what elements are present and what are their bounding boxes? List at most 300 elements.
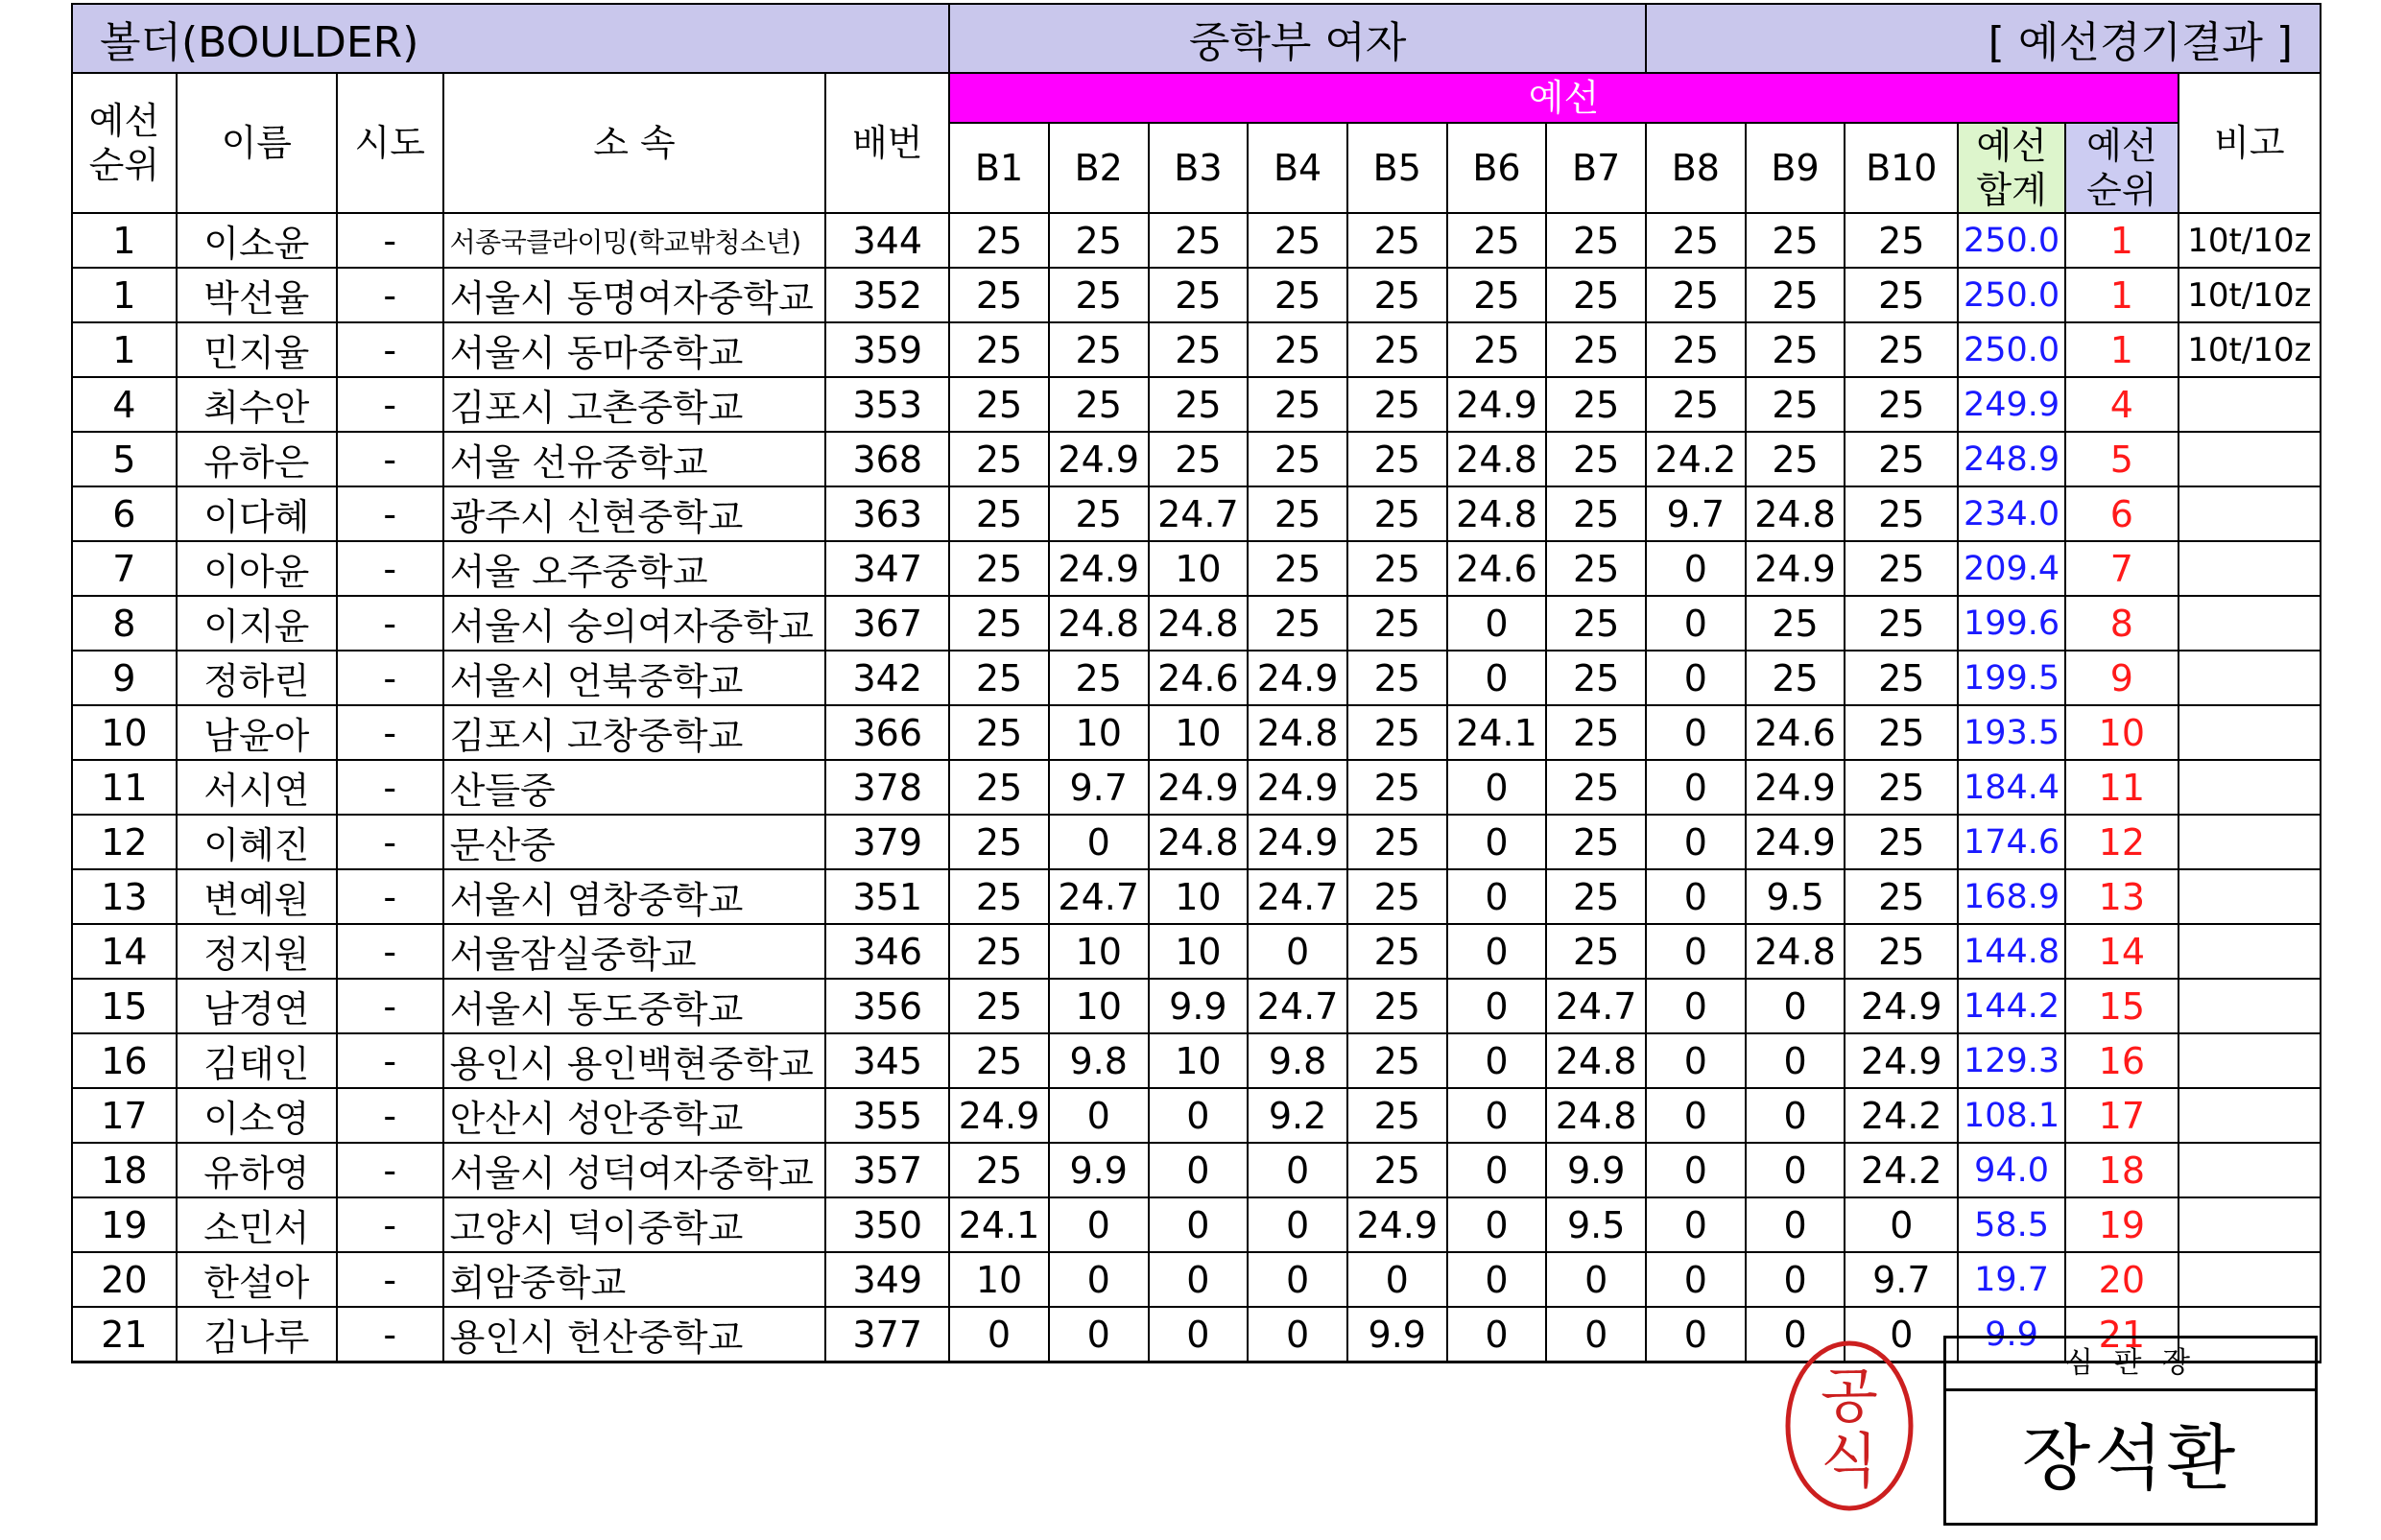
region-cell: - <box>337 432 443 486</box>
rank-header <box>72 73 177 213</box>
score-cell-b6: 0 <box>1447 1033 1547 1088</box>
name-cell: 한설아 <box>177 1252 337 1307</box>
score-cell-b9: 0 <box>1746 1143 1845 1197</box>
score-cell-b5: 25 <box>1347 377 1447 432</box>
score-cell-b7: 25 <box>1546 924 1646 979</box>
note-cell <box>2179 1197 2321 1252</box>
score-cell-b8: 0 <box>1646 651 1746 705</box>
score-cell-b7: 25 <box>1546 322 1646 377</box>
affiliation-cell: 서울시 동마중학교 <box>443 322 826 377</box>
score-cell-b7: 24.8 <box>1546 1033 1646 1088</box>
name-cell: 최수안 <box>177 377 337 432</box>
score-cell-b3: 0 <box>1149 1088 1249 1143</box>
qual-rank-cell: 8 <box>2065 596 2179 651</box>
score-cell-b6: 24.8 <box>1447 486 1547 541</box>
score-cell-b7: 24.8 <box>1546 1088 1646 1143</box>
table-row <box>72 815 2321 869</box>
seal-char-2: 식 <box>1821 1426 1878 1496</box>
score-cell-b2: 25 <box>1049 486 1149 541</box>
rank-cell: 8 <box>72 596 177 651</box>
score-cell-b9: 0 <box>1746 1033 1845 1088</box>
bib-cell: 347 <box>825 541 949 596</box>
score-cell-b2: 24.9 <box>1049 432 1149 486</box>
score-cell-b1: 25 <box>949 869 1049 924</box>
score-cell-b7: 9.9 <box>1546 1143 1646 1197</box>
region-header: 시도 <box>337 73 443 213</box>
rank-cell: 19 <box>72 1197 177 1252</box>
score-cell-b4: 24.7 <box>1248 979 1347 1033</box>
score-cell-b4: 9.2 <box>1248 1088 1347 1143</box>
rank-cell: 1 <box>72 268 177 322</box>
affiliation-cell: 용인시 용인백현중학교 <box>443 1033 826 1088</box>
note-cell <box>2179 432 2321 486</box>
score-cell-b2: 0 <box>1049 1197 1149 1252</box>
score-cell-b3: 10 <box>1149 541 1249 596</box>
name-cell: 정지원 <box>177 924 337 979</box>
score-cell-b2: 24.8 <box>1049 596 1149 651</box>
boulder-header-b9: B9 <box>1746 123 1845 213</box>
score-cell-b1: 25 <box>949 541 1049 596</box>
score-cell-b6: 0 <box>1447 760 1547 815</box>
rank-cell: 1 <box>72 322 177 377</box>
score-cell-b2: 0 <box>1049 1088 1149 1143</box>
score-cell-b10: 25 <box>1845 815 1958 869</box>
score-cell-b9: 24.8 <box>1746 924 1845 979</box>
score-cell-b9: 0 <box>1746 1307 1845 1362</box>
score-cell-b4: 25 <box>1248 377 1347 432</box>
score-cell-b6: 0 <box>1447 815 1547 869</box>
score-cell-b5: 25 <box>1347 541 1447 596</box>
bib-cell: 359 <box>825 322 949 377</box>
bib-cell: 345 <box>825 1033 949 1088</box>
bib-cell: 344 <box>825 213 949 268</box>
score-cell-b7: 0 <box>1546 1307 1646 1362</box>
score-cell-b1: 0 <box>949 1307 1049 1362</box>
affiliation-cell: 서울시 성덕여자중학교 <box>443 1143 826 1197</box>
score-cell-b1: 25 <box>949 1143 1049 1197</box>
score-cell-b10: 25 <box>1845 651 1958 705</box>
score-cell-b1: 25 <box>949 651 1049 705</box>
score-cell-b3: 10 <box>1149 869 1249 924</box>
bib-cell: 366 <box>825 705 949 760</box>
score-cell-b6: 0 <box>1447 1143 1547 1197</box>
score-cell-b1: 24.1 <box>949 1197 1049 1252</box>
qual-rank-cell: 15 <box>2065 979 2179 1033</box>
score-cell-b4: 9.8 <box>1248 1033 1347 1088</box>
score-cell-b3: 24.7 <box>1149 486 1249 541</box>
score-cell-b6: 24.1 <box>1447 705 1547 760</box>
qual-rank-cell: 9 <box>2065 651 2179 705</box>
table-row <box>72 596 2321 651</box>
region-cell: - <box>337 979 443 1033</box>
score-cell-b6: 0 <box>1447 869 1547 924</box>
table-row <box>72 651 2321 705</box>
score-cell-b5: 25 <box>1347 1033 1447 1088</box>
rank-cell: 18 <box>72 1143 177 1197</box>
score-cell-b8: 0 <box>1646 869 1746 924</box>
score-cell-b8: 0 <box>1646 1088 1746 1143</box>
results-sheet <box>71 3 2321 1363</box>
bib-cell: 368 <box>825 432 949 486</box>
score-cell-b4: 24.8 <box>1248 705 1347 760</box>
qual-rank-cell: 1 <box>2065 268 2179 322</box>
score-cell-b1: 25 <box>949 1033 1049 1088</box>
score-cell-b3: 0 <box>1149 1143 1249 1197</box>
score-cell-b10: 0 <box>1845 1307 1958 1362</box>
affiliation-cell: 산들중 <box>443 760 826 815</box>
table-row <box>72 268 2321 322</box>
rank-cell: 4 <box>72 377 177 432</box>
region-cell: - <box>337 1143 443 1197</box>
name-cell: 남윤아 <box>177 705 337 760</box>
score-cell-b4: 0 <box>1248 924 1347 979</box>
name-cell: 변예원 <box>177 869 337 924</box>
qual-rank-header <box>2065 123 2179 213</box>
total-cell: 199.5 <box>1958 651 2065 705</box>
bib-cell: 363 <box>825 486 949 541</box>
table-row <box>72 924 2321 979</box>
rank-cell: 1 <box>72 213 177 268</box>
score-cell-b10: 24.9 <box>1845 1033 1958 1088</box>
score-cell-b9: 25 <box>1746 268 1845 322</box>
score-cell-b5: 0 <box>1347 1252 1447 1307</box>
name-cell: 이아윤 <box>177 541 337 596</box>
score-cell-b9: 24.9 <box>1746 541 1845 596</box>
boulder-header-b4: B4 <box>1248 123 1347 213</box>
score-cell-b9: 0 <box>1746 1252 1845 1307</box>
note-header: 비고 <box>2179 73 2321 213</box>
chief-judge-box <box>1943 1336 2318 1526</box>
region-cell: - <box>337 705 443 760</box>
region-cell: - <box>337 1307 443 1362</box>
region-cell: - <box>337 596 443 651</box>
score-cell-b1: 25 <box>949 377 1049 432</box>
bib-cell: 367 <box>825 596 949 651</box>
score-cell-b8: 0 <box>1646 596 1746 651</box>
score-cell-b2: 0 <box>1049 1307 1149 1362</box>
qual-rank-cell: 19 <box>2065 1197 2179 1252</box>
region-cell: - <box>337 377 443 432</box>
score-cell-b8: 0 <box>1646 1252 1746 1307</box>
total-cell: 144.8 <box>1958 924 2065 979</box>
score-cell-b6: 25 <box>1447 322 1547 377</box>
score-cell-b10: 25 <box>1845 760 1958 815</box>
qual-rank-cell: 21 <box>2065 1307 2179 1362</box>
score-cell-b7: 25 <box>1546 596 1646 651</box>
result-type-title: [ 예선경기결과 ] <box>1646 4 2321 73</box>
note-cell: 10t/10z <box>2179 322 2321 377</box>
region-cell: - <box>337 651 443 705</box>
bib-cell: 355 <box>825 1088 949 1143</box>
affiliation-cell: 용인시 헌산중학교 <box>443 1307 826 1362</box>
note-cell <box>2179 979 2321 1033</box>
score-cell-b10: 25 <box>1845 268 1958 322</box>
total-cell: 108.1 <box>1958 1088 2065 1143</box>
score-cell-b1: 25 <box>949 322 1049 377</box>
score-cell-b2: 25 <box>1049 377 1149 432</box>
total-cell: 250.0 <box>1958 213 2065 268</box>
boulder-header-b2: B2 <box>1049 123 1149 213</box>
name-cell: 이다혜 <box>177 486 337 541</box>
qual-rank-cell: 18 <box>2065 1143 2179 1197</box>
seal-char-1: 공 <box>1821 1361 1878 1431</box>
region-cell: - <box>337 1252 443 1307</box>
score-cell-b7: 25 <box>1546 486 1646 541</box>
score-cell-b7: 25 <box>1546 213 1646 268</box>
score-cell-b8: 0 <box>1646 760 1746 815</box>
table-row <box>72 979 2321 1033</box>
score-cell-b10: 25 <box>1845 705 1958 760</box>
total-cell: 174.6 <box>1958 815 2065 869</box>
boulder-header-b10: B10 <box>1845 123 1958 213</box>
division-title: 중학부 여자 <box>949 4 1646 73</box>
name-cell: 서시연 <box>177 760 337 815</box>
region-cell: - <box>337 1033 443 1088</box>
score-cell-b6: 24.9 <box>1447 377 1547 432</box>
score-cell-b2: 0 <box>1049 1252 1149 1307</box>
score-cell-b5: 25 <box>1347 815 1447 869</box>
name-cell: 김나루 <box>177 1307 337 1362</box>
score-cell-b10: 24.9 <box>1845 979 1958 1033</box>
affiliation-cell: 서울시 동도중학교 <box>443 979 826 1033</box>
score-cell-b8: 25 <box>1646 213 1746 268</box>
table-row <box>72 1088 2321 1143</box>
score-cell-b1: 25 <box>949 432 1049 486</box>
score-cell-b1: 25 <box>949 213 1049 268</box>
score-cell-b6: 25 <box>1447 268 1547 322</box>
score-cell-b5: 25 <box>1347 486 1447 541</box>
table-row <box>72 432 2321 486</box>
note-cell <box>2179 377 2321 432</box>
results-table <box>71 3 2321 1363</box>
note-cell <box>2179 869 2321 924</box>
score-cell-b4: 24.9 <box>1248 815 1347 869</box>
score-cell-b2: 25 <box>1049 268 1149 322</box>
total-header-label: 예선 합계 <box>1976 125 2047 211</box>
qual-rank-cell: 6 <box>2065 486 2179 541</box>
score-cell-b5: 25 <box>1347 322 1447 377</box>
score-cell-b2: 25 <box>1049 322 1149 377</box>
bib-cell: 356 <box>825 979 949 1033</box>
total-cell: 94.0 <box>1958 1143 2065 1197</box>
region-cell: - <box>337 815 443 869</box>
score-cell-b6: 0 <box>1447 651 1547 705</box>
score-cell-b4: 0 <box>1248 1143 1347 1197</box>
score-cell-b5: 25 <box>1347 268 1447 322</box>
affiliation-cell: 서울 오주중학교 <box>443 541 826 596</box>
table-row <box>72 322 2321 377</box>
total-cell: 199.6 <box>1958 596 2065 651</box>
boulder-header-b6: B6 <box>1447 123 1547 213</box>
score-cell-b5: 24.9 <box>1347 1197 1447 1252</box>
affiliation-cell: 서울 선유중학교 <box>443 432 826 486</box>
score-cell-b8: 0 <box>1646 1307 1746 1362</box>
score-cell-b2: 10 <box>1049 705 1149 760</box>
qual-rank-cell: 7 <box>2065 541 2179 596</box>
affiliation-cell: 서종국클라이밍(학교밖청소년) <box>443 213 826 268</box>
score-cell-b7: 25 <box>1546 869 1646 924</box>
affiliation-cell: 서울시 숭의여자중학교 <box>443 596 826 651</box>
score-cell-b8: 0 <box>1646 979 1746 1033</box>
name-cell: 민지율 <box>177 322 337 377</box>
total-cell: 250.0 <box>1958 268 2065 322</box>
region-cell: - <box>337 268 443 322</box>
table-row <box>72 486 2321 541</box>
score-cell-b3: 24.6 <box>1149 651 1249 705</box>
score-cell-b6: 24.6 <box>1447 541 1547 596</box>
boulder-header-b3: B3 <box>1149 123 1249 213</box>
affiliation-cell: 김포시 고창중학교 <box>443 705 826 760</box>
score-cell-b9: 25 <box>1746 596 1845 651</box>
score-cell-b3: 25 <box>1149 322 1249 377</box>
qual-rank-cell: 1 <box>2065 213 2179 268</box>
score-cell-b8: 25 <box>1646 377 1746 432</box>
score-cell-b5: 25 <box>1347 651 1447 705</box>
score-cell-b4: 25 <box>1248 213 1347 268</box>
score-cell-b8: 0 <box>1646 815 1746 869</box>
score-cell-b10: 25 <box>1845 924 1958 979</box>
score-cell-b9: 0 <box>1746 1088 1845 1143</box>
note-cell <box>2179 651 2321 705</box>
table-row <box>72 213 2321 268</box>
affiliation-header: 소 속 <box>443 73 826 213</box>
total-cell: 144.2 <box>1958 979 2065 1033</box>
score-cell-b9: 0 <box>1746 979 1845 1033</box>
score-cell-b3: 9.9 <box>1149 979 1249 1033</box>
score-cell-b9: 25 <box>1746 432 1845 486</box>
rank-cell: 17 <box>72 1088 177 1143</box>
rank-header-label: 예선 순위 <box>88 100 160 186</box>
score-cell-b5: 25 <box>1347 760 1447 815</box>
name-cell: 김태인 <box>177 1033 337 1088</box>
qual-rank-cell: 4 <box>2065 377 2179 432</box>
score-cell-b1: 25 <box>949 486 1049 541</box>
score-cell-b1: 25 <box>949 979 1049 1033</box>
score-cell-b10: 25 <box>1845 322 1958 377</box>
name-cell: 유하영 <box>177 1143 337 1197</box>
score-cell-b6: 0 <box>1447 1252 1547 1307</box>
score-cell-b3: 10 <box>1149 924 1249 979</box>
boulder-header-b5: B5 <box>1347 123 1447 213</box>
score-cell-b4: 25 <box>1248 322 1347 377</box>
bib-cell: 349 <box>825 1252 949 1307</box>
score-cell-b5: 25 <box>1347 924 1447 979</box>
bib-cell: 379 <box>825 815 949 869</box>
qual-rank-header-label: 예선 순위 <box>2086 125 2157 211</box>
region-cell: - <box>337 869 443 924</box>
score-cell-b4: 25 <box>1248 596 1347 651</box>
score-cell-b3: 10 <box>1149 705 1249 760</box>
header-row-1 <box>72 73 2321 123</box>
qual-rank-cell: 1 <box>2065 322 2179 377</box>
score-cell-b6: 0 <box>1447 979 1547 1033</box>
bib-cell: 377 <box>825 1307 949 1362</box>
score-cell-b6: 0 <box>1447 596 1547 651</box>
score-cell-b1: 10 <box>949 1252 1049 1307</box>
rank-cell: 13 <box>72 869 177 924</box>
total-cell: 19.7 <box>1958 1252 2065 1307</box>
affiliation-cell: 김포시 고촌중학교 <box>443 377 826 432</box>
score-cell-b4: 0 <box>1248 1197 1347 1252</box>
score-cell-b2: 10 <box>1049 924 1149 979</box>
note-cell <box>2179 815 2321 869</box>
score-cell-b2: 0 <box>1049 815 1149 869</box>
note-cell: 10t/10z <box>2179 213 2321 268</box>
affiliation-cell: 서울잠실중학교 <box>443 924 826 979</box>
bib-cell: 342 <box>825 651 949 705</box>
score-cell-b1: 25 <box>949 815 1049 869</box>
score-cell-b7: 25 <box>1546 651 1646 705</box>
rank-cell: 10 <box>72 705 177 760</box>
round-header: 예선 <box>949 73 2179 123</box>
table-row <box>72 377 2321 432</box>
score-cell-b6: 24.8 <box>1447 432 1547 486</box>
qual-rank-cell: 11 <box>2065 760 2179 815</box>
score-cell-b10: 25 <box>1845 377 1958 432</box>
score-cell-b3: 0 <box>1149 1252 1249 1307</box>
rank-cell: 9 <box>72 651 177 705</box>
chief-judge-signature: 장석환 <box>2021 1417 2240 1500</box>
affiliation-cell: 서울시 염창중학교 <box>443 869 826 924</box>
rank-cell: 15 <box>72 979 177 1033</box>
score-cell-b8: 0 <box>1646 924 1746 979</box>
score-cell-b8: 24.2 <box>1646 432 1746 486</box>
score-cell-b3: 10 <box>1149 1033 1249 1088</box>
score-cell-b3: 25 <box>1149 213 1249 268</box>
score-cell-b3: 0 <box>1149 1197 1249 1252</box>
boulder-header-b7: B7 <box>1546 123 1646 213</box>
score-cell-b9: 24.6 <box>1746 705 1845 760</box>
score-cell-b9: 24.9 <box>1746 760 1845 815</box>
name-cell: 소민서 <box>177 1197 337 1252</box>
score-cell-b3: 25 <box>1149 432 1249 486</box>
score-cell-b10: 24.2 <box>1845 1143 1958 1197</box>
score-cell-b10: 24.2 <box>1845 1088 1958 1143</box>
results-body <box>72 213 2321 1362</box>
score-cell-b4: 25 <box>1248 486 1347 541</box>
bib-cell: 352 <box>825 268 949 322</box>
score-cell-b2: 10 <box>1049 979 1149 1033</box>
score-cell-b4: 0 <box>1248 1307 1347 1362</box>
score-cell-b9: 25 <box>1746 651 1845 705</box>
name-cell: 이지윤 <box>177 596 337 651</box>
score-cell-b8: 0 <box>1646 1197 1746 1252</box>
affiliation-cell: 서울시 동명여자중학교 <box>443 268 826 322</box>
rank-cell: 11 <box>72 760 177 815</box>
total-cell: 209.4 <box>1958 541 2065 596</box>
bib-cell: 351 <box>825 869 949 924</box>
region-cell: - <box>337 541 443 596</box>
score-cell-b6: 25 <box>1447 213 1547 268</box>
score-cell-b4: 25 <box>1248 541 1347 596</box>
score-cell-b4: 24.7 <box>1248 869 1347 924</box>
bib-cell: 350 <box>825 1197 949 1252</box>
score-cell-b2: 9.9 <box>1049 1143 1149 1197</box>
qual-rank-cell: 5 <box>2065 432 2179 486</box>
event-title: 볼더(BOULDER) <box>72 4 949 73</box>
affiliation-cell: 회암중학교 <box>443 1252 826 1307</box>
score-cell-b9: 25 <box>1746 322 1845 377</box>
qual-rank-cell: 20 <box>2065 1252 2179 1307</box>
note-cell <box>2179 596 2321 651</box>
name-cell: 정하린 <box>177 651 337 705</box>
score-cell-b8: 0 <box>1646 541 1746 596</box>
rank-cell: 12 <box>72 815 177 869</box>
score-cell-b7: 0 <box>1546 1252 1646 1307</box>
score-cell-b10: 25 <box>1845 869 1958 924</box>
note-cell <box>2179 1252 2321 1307</box>
score-cell-b9: 25 <box>1746 377 1845 432</box>
